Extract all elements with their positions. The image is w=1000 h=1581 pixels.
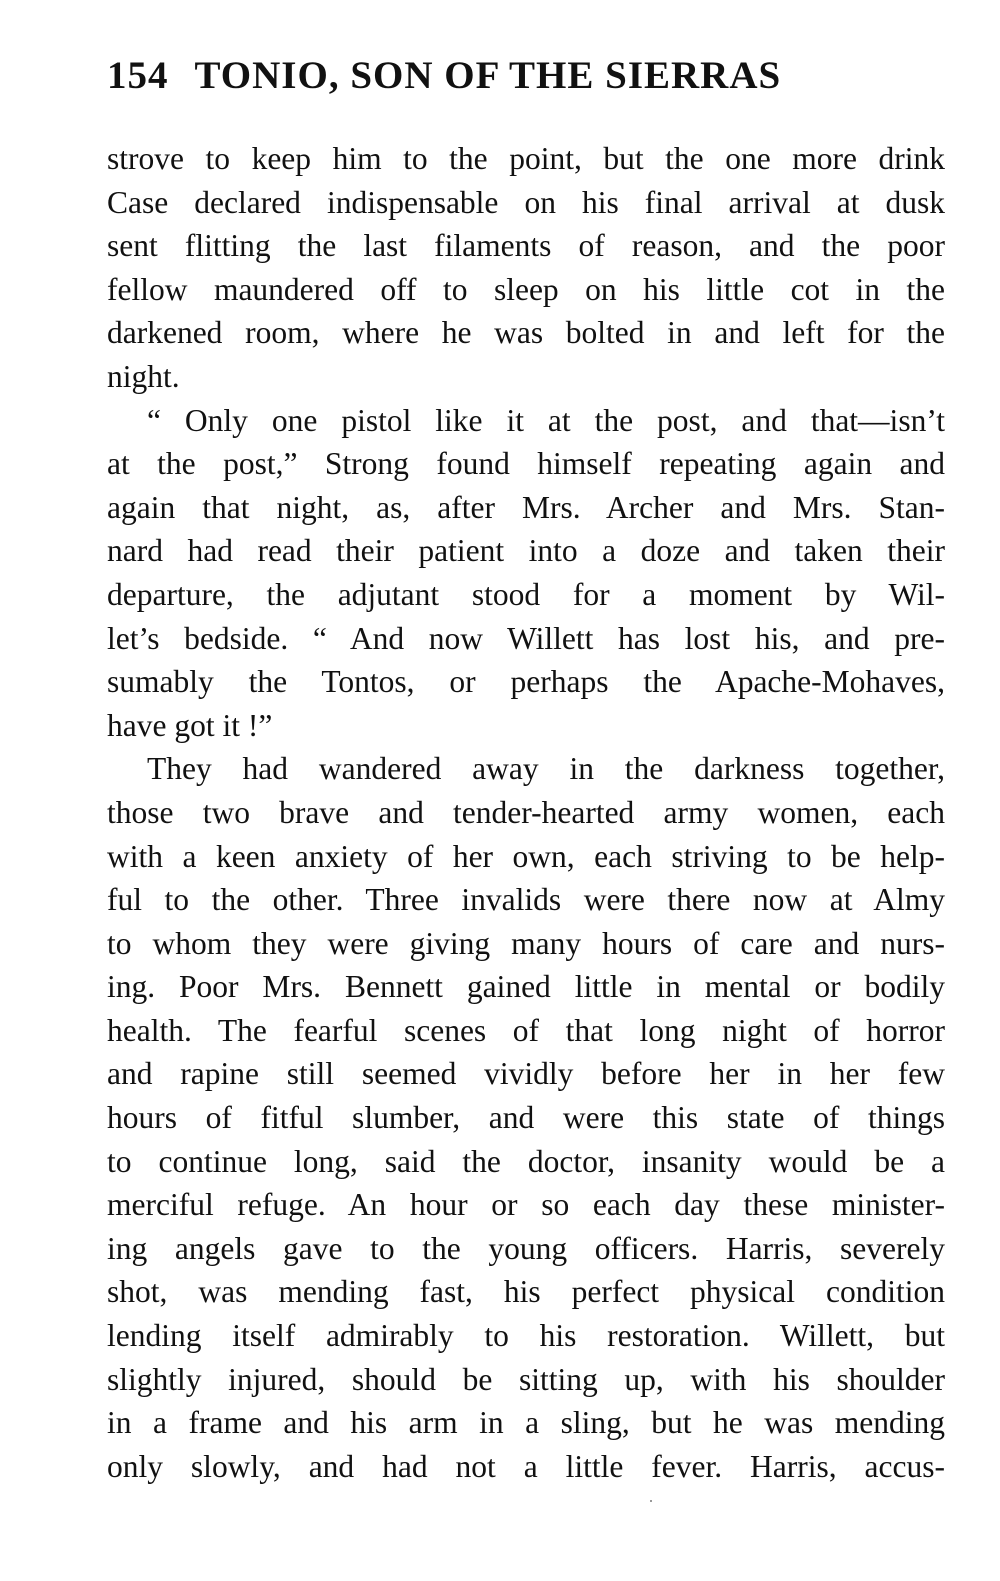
running-header <box>107 50 867 102</box>
text-line: shot, was mending fast, his perfect physical condition <box>107 1274 945 1310</box>
text-line: They had wandered away in the darkness together, <box>147 751 945 787</box>
text-line: at the post,” Strong found himself repeating again and <box>107 446 945 482</box>
text-line: let’s bedside. “ And now Willett has lost his, and pre- <box>107 620 945 656</box>
text-line: departure, the adjutant stood for a moment by Wil- <box>107 576 945 612</box>
text-line: strove to keep him to the point, but the one more drink <box>107 141 945 176</box>
text-line: hours of fitful slumber, and were this state of things <box>107 1100 945 1136</box>
text-line: have got it !” <box>107 707 273 743</box>
text-line: sumably the Tontos, or perhaps the Apache-Mohaves, <box>107 664 945 700</box>
text-line: ing. Poor Mrs. Bennett gained little in mental or bodily <box>107 969 945 1005</box>
text-line: Case declared indispensable on his final arrival at dusk <box>107 184 945 220</box>
text-line: health. The fearful scenes of that long night of horror <box>107 1012 945 1048</box>
text-line: nard had read their patient into a doze and taken their <box>107 533 945 569</box>
text-line: night. <box>107 358 180 394</box>
text-line: ing angels gave to the young officers. Harris, severely <box>107 1230 945 1266</box>
text-line: slightly injured, should be sitting up, with his shoulder <box>107 1361 945 1397</box>
text-line: merciful refuge. An hour or so each day these minister- <box>107 1187 945 1223</box>
text-line: and rapine still seemed vividly before her in her few <box>107 1056 945 1092</box>
text-line: to continue long, said the doctor, insanity would be a <box>107 1143 945 1179</box>
text-line: to whom they were giving many hours of care and nurs- <box>107 925 945 961</box>
text-line: with a keen anxiety of her own, each striving to be help- <box>107 838 945 874</box>
page-number: 154 <box>107 54 169 97</box>
running-title: TONIO, SON OF THE SIERRAS <box>194 54 782 97</box>
print-speck <box>650 1500 652 1502</box>
text-line: lending itself admirably to his restoration. Willett, but <box>107 1318 945 1354</box>
text-line: fellow maundered off to sleep on his little cot in the <box>107 271 945 307</box>
text-line: sent flitting the last filaments of reason, and the poor <box>107 228 945 264</box>
text-line: those two brave and tender-hearted army women, each <box>107 794 945 830</box>
text-line: “ Only one pistol like it at the post, and that—isn’t <box>147 402 945 438</box>
body-text <box>107 137 945 1488</box>
text-line: darkened room, where he was bolted in and left for the <box>107 315 945 351</box>
text-line: in a frame and his arm in a sling, but he was mending <box>107 1405 945 1441</box>
text-line: again that night, as, after Mrs. Archer and Mrs. Stan- <box>107 489 945 525</box>
text-line: ful to the other. Three invalids were there now at Almy <box>107 882 945 918</box>
text-line: only slowly, and had not a little fever. Harris, accus- <box>107 1448 945 1484</box>
